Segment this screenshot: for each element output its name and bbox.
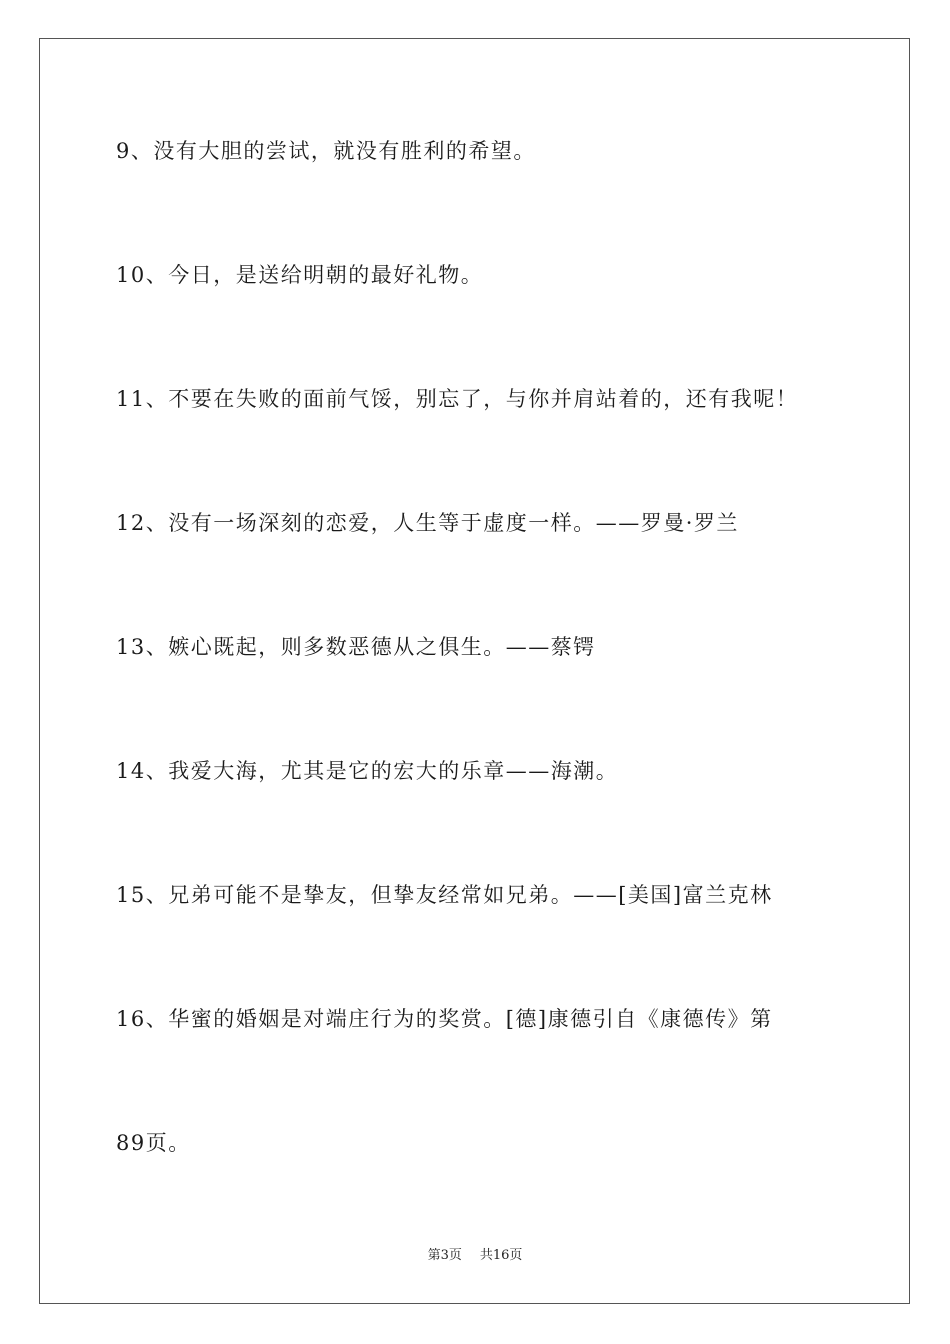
quote-line-9: 9、没有大胆的尝试，就没有胜利的希望。	[116, 139, 536, 163]
quote-line-15: 15、兄弟可能不是挚友，但挚友经常如兄弟。——[美国]富兰克林	[116, 883, 773, 907]
quote-line-12: 12、没有一场深刻的恋爱，人生等于虚度一样。——罗曼·罗兰	[116, 511, 739, 535]
page-footer	[0, 1248, 950, 1264]
quote-line-11: 11、不要在失败的面前气馁，别忘了，与你并肩站着的，还有我呢！	[116, 387, 799, 411]
quote-line-16-continued: 89页。	[116, 1131, 191, 1155]
page-border	[39, 38, 910, 1304]
quote-line-13: 13、嫉心既起，则多数恶德从之俱生。——蔡锷	[116, 635, 596, 659]
page-total: 共16页	[479, 1248, 523, 1263]
quote-line-14: 14、我爱大海，尤其是它的宏大的乐章——海潮。	[116, 759, 619, 783]
page-number: 第3页	[427, 1248, 462, 1263]
quote-line-16: 16、华蜜的婚姻是对端庄行为的奖赏。[德]康德引自《康德传》第	[116, 1007, 773, 1031]
quote-line-10: 10、今日，是送给明朝的最好礼物。	[116, 263, 484, 287]
